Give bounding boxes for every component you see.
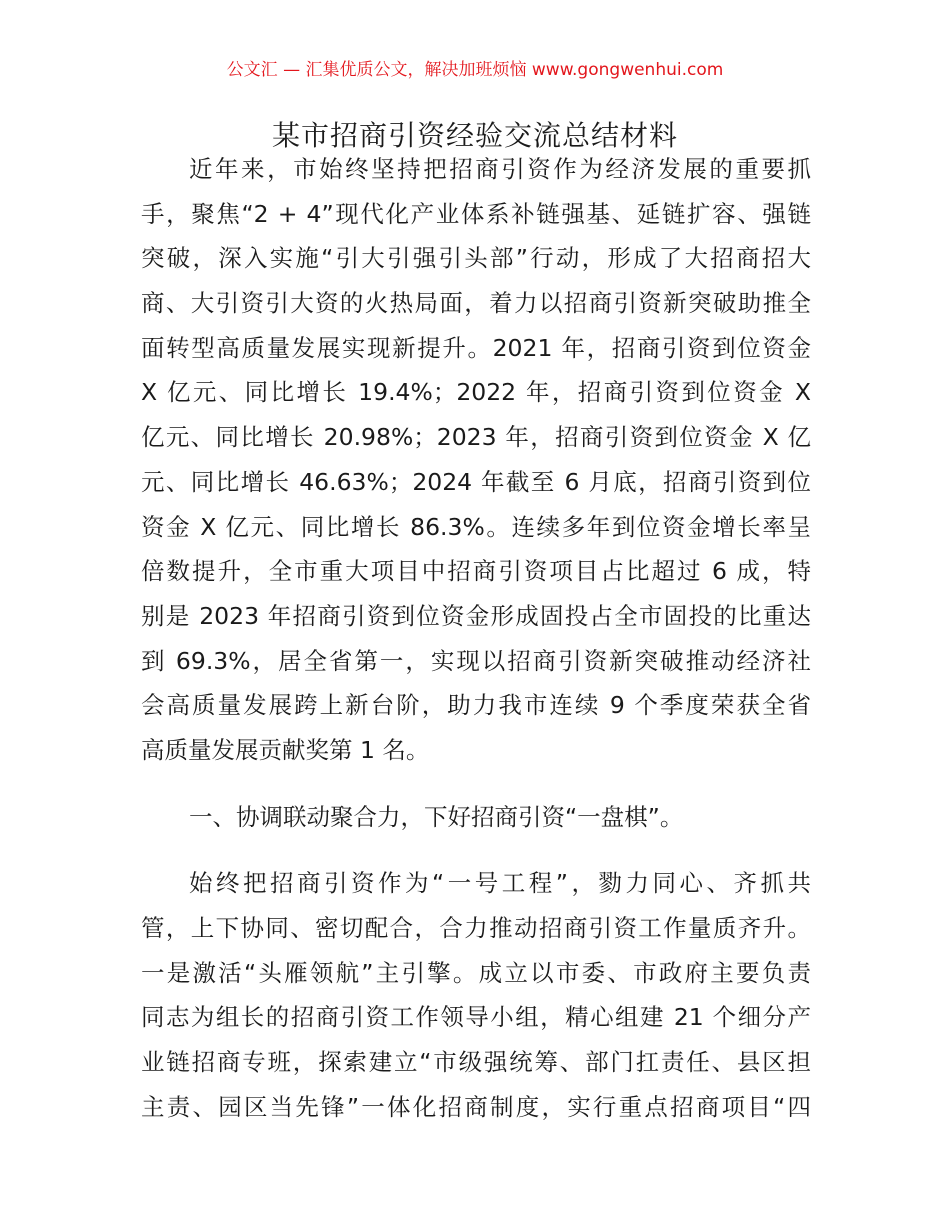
document-body bbox=[141, 147, 811, 1129]
text-line: 管，上下协同、密切配合，合力推动招商引资工作量质齐升。 bbox=[141, 914, 811, 942]
paragraph-spacer bbox=[141, 773, 811, 795]
text-line: 突破，深入实施“引大引强引头部”行动，形成了大招商招大 bbox=[141, 244, 811, 273]
site-banner[interactable]: 公文汇 — 汇集优质公文，解决加班烦恼 www.gongwenhui.com bbox=[226, 60, 724, 80]
text-line: 商、大引资引大资的火热局面，着力以招商引资新突破助推全 bbox=[141, 289, 811, 318]
text-line: 亿元、同比增长 20.98%；2023 年，招商引资到位资金 X 亿 bbox=[141, 423, 811, 452]
text-line: 主责、园区当先锋”一体化招商制度，实行重点招商项目“四 bbox=[141, 1092, 811, 1121]
text-line: 同志为组长的招商引资工作领导小组，精心组建 21 个细分产 bbox=[141, 1003, 811, 1032]
text-line: 资金 X 亿元、同比增长 86.3%。连续多年到位资金增长率呈 bbox=[141, 512, 811, 541]
text-line: 元、同比增长 46.63%；2024 年截至 6 月底，招商引资到位 bbox=[141, 467, 811, 496]
section-heading-text: 一、协调联动聚合力，下好招商引资“一盘棋”。 bbox=[189, 802, 684, 831]
section-heading-1 bbox=[141, 795, 811, 840]
text-line: 始终把招商引资作为“一号工程”，勠力同心、齐抓共 bbox=[189, 869, 811, 898]
text-line: 近年来，市始终坚持把招商引资作为经济发展的重要抓 bbox=[189, 155, 811, 183]
text-line: 会高质量发展跨上新台阶，助力我市连续 9 个季度荣获全省 bbox=[141, 691, 811, 720]
text-line: 手，聚焦“2 + 4”现代化产业体系补链强基、延链扩容、强链 bbox=[141, 199, 811, 228]
paragraph-section-1-body bbox=[141, 861, 811, 1129]
text-line: 高质量发展贡献奖第 1 名。 bbox=[141, 735, 430, 764]
text-line: 业链招商专班，探索建立“市级强统筹、部门扛责任、县区担 bbox=[141, 1048, 811, 1077]
document-title: 某市招商引资经验交流总结材料 bbox=[271, 119, 678, 152]
text-line: X 亿元、同比增长 19.4%；2022 年，招商引资到位资金 X bbox=[141, 378, 811, 407]
text-line: 一是激活“头雁领航”主引擎。成立以市委、市政府主要负责 bbox=[141, 958, 811, 987]
text-line: 面转型高质量发展实现新提升。2021 年，招商引资到位资金 bbox=[141, 333, 811, 362]
text-line: 倍数提升，全市重大项目中招商引资项目占比超过 6 成，特 bbox=[141, 557, 811, 586]
text-line: 到 69.3%，居全省第一，实现以招商引资新突破推动经济社 bbox=[141, 646, 811, 675]
paragraph-spacer bbox=[141, 839, 811, 861]
paragraph-intro bbox=[141, 147, 811, 773]
text-line: 别是 2023 年招商引资到位资金形成固投占全市固投的比重达 bbox=[141, 601, 811, 630]
